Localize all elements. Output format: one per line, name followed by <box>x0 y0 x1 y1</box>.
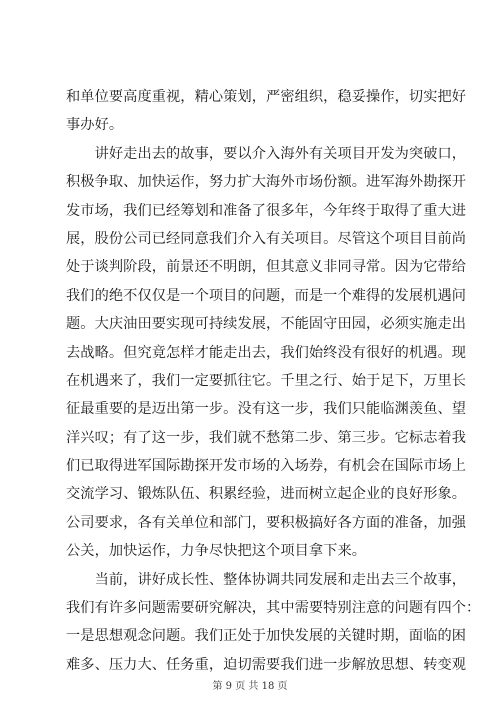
text-line: 积极争取、加快运作，努力扩大海外市场份额。进军海外勘探开 <box>66 174 467 191</box>
text-line: 事办好。 <box>66 117 124 134</box>
text-line: 在机遇来了，我们一定要抓往它。千里之行、始于足下，万里长 <box>66 372 467 389</box>
body-text <box>66 83 481 679</box>
text-line: 难多、压力大、任务重，迫切需要我们进一步解放思想、转变观 <box>66 656 467 673</box>
text-line: 当前，讲好成长性、整体协调共同发展和走出去三个故事， <box>66 571 467 588</box>
text-line: 们已取得进军国际勘探开发市场的入场券，有机会在国际市场上 <box>66 458 467 475</box>
text-line: 题。大庆油田要实现可持续发展，不能固守田园，必须实施走出 <box>66 316 467 333</box>
page-footer: 第 9 页 共 18 页 <box>212 681 288 692</box>
text-line: 去战略。但究竟怎样才能走出去，我们始终没有很好的机遇。现 <box>66 344 467 361</box>
text-line: 征最重要的是迈出第一步。没有这一步，我们只能临渊羡鱼、望 <box>66 401 467 418</box>
text-line: 处于谈判阶段，前景还不明朗，但其意义非同寻常。因为它带给 <box>66 259 467 276</box>
text-line: 和单位要高度重视，精心策划，严密组织，稳妥操作，切实把好 <box>66 89 467 105</box>
text-line: 展，股份公司已经同意我们介入有关项目。尽管这个项目目前尚 <box>66 230 467 247</box>
text-line: 洋兴叹；有了这一步，我们就不愁第二步、第三步。它标志着我 <box>66 429 467 446</box>
text-line: 公司要求，各有关单位和部门，要积极搞好各方面的准备，加强 <box>66 514 467 531</box>
text-line: 我们的绝不仅仅是一个项目的问题，而是一个难得的发展机遇问 <box>66 287 467 304</box>
text-line: 一是思想观念问题。我们正处于加快发展的关键时期，面临的困 <box>66 628 467 645</box>
text-line: 我们有许多问题需要研究解决，其中需要特别注意的问题有四个： <box>66 600 481 617</box>
text-line: 交流学习、锻炼队伍、积累经验，进而树立起企业的良好形象。 <box>66 486 467 503</box>
text-line: 讲好走出去的故事，要以介入海外有关项目开发为突破口， <box>66 145 467 162</box>
text-line: 公关，加快运作，力争尽快把这个项目拿下来。 <box>66 543 367 560</box>
text-line: 发市场，我们已经筹划和准备了很多年，今年终于取得了重大进 <box>66 202 467 219</box>
